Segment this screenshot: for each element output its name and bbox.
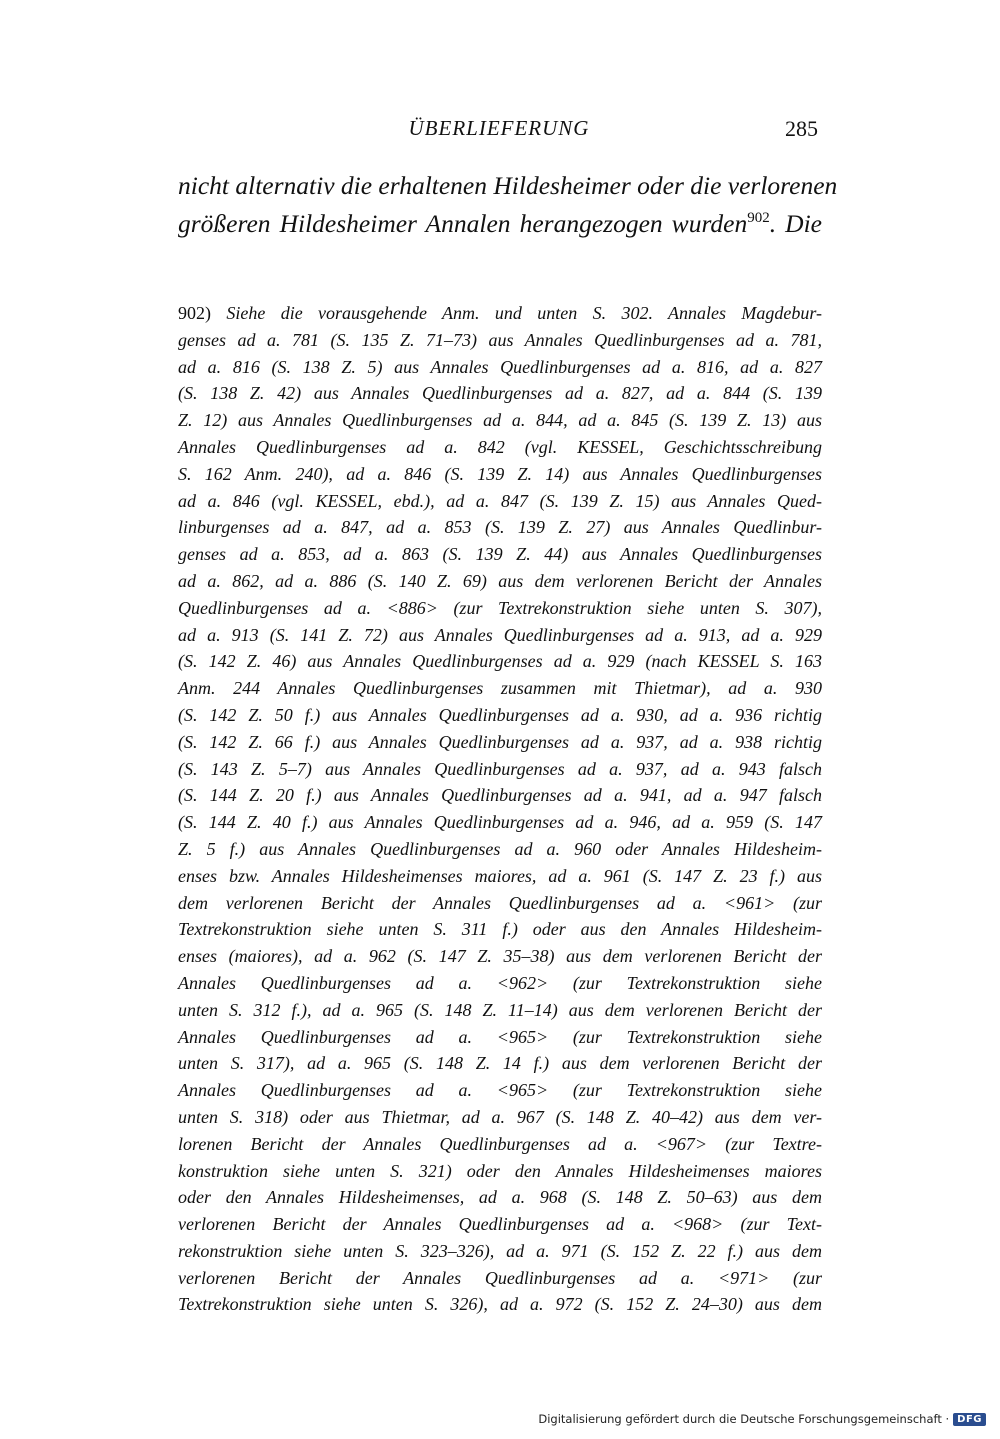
footnote-line: (S. 144 Z. 20 f.) aus Annales Quedlinburgenses ad a. 941, ad a. 947 falsch [178,785,822,806]
footnote-line: unten S. 317), ad a. 965 (S. 148 Z. 14 f.) aus dem verlorenen Bericht der [178,1053,822,1074]
footnote-line: genses ad a. 781 (S. 135 Z. 71–73) aus Annales Quedlinburgenses ad a. 781, [178,329,822,350]
footnote-line: (S. 142 Z. 66 f.) aus Annales Quedlinburgenses ad a. 937, ad a. 938 richtig [178,731,822,752]
footnote-line: unten S. 312 f.), ad a. 965 (S. 148 Z. 11–14) aus dem verlorenen Bericht der [178,999,822,1020]
footnote-line: Textrekonstruktion siehe unten S. 326), ad a. 972 (S. 152 Z. 24–30) aus dem [178,1294,822,1315]
footnote-line: enses bzw. Annales Hildesheimenses maiores, ad a. 961 (S. 147 Z. 23 f.) aus [178,865,822,886]
footnote-line: (S. 142 Z. 46) aus Annales Quedlinburgenses ad a. 929 (nach KESSEL S. 163 [178,651,822,672]
footnote-line: lorenen Bericht der Annales Quedlinburgenses ad a. <967> (zur Textre- [178,1133,822,1154]
footnote-line: Annales Quedlinburgenses ad a. <962> (zur Textrekonstruktion siehe [178,972,822,993]
footnote-line: S. 162 Anm. 240), ad a. 846 (S. 139 Z. 14) aus Annales Quedlinburgenses [178,463,822,484]
body-line [178,202,822,238]
footnote-line: Anm. 244 Annales Quedlinburgenses zusammen mit Thietmar), ad a. 930 [178,678,822,699]
footnote-line: unten S. 318) oder aus Thietmar, ad a. 967 (S. 148 Z. 40–42) aus dem ver- [178,1106,822,1127]
body-text [178,170,838,238]
footnote-line: Annales Quedlinburgenses ad a. 842 (vgl. KESSEL, Geschichtsschreibung [178,436,822,457]
footnote-line [178,300,822,327]
footnote-line: verlorenen Bericht der Annales Quedlinburgenses ad a. <971> (zur [178,1267,822,1288]
footnote-line-text: Siehe die vorausgehende Anm. und unten S. 302. Annales Magdebur- [211,303,822,323]
funding-credit [538,1410,986,1428]
footnote-line: enses (maiores), ad a. 962 (S. 147 Z. 35–38) aus dem verlorenen Bericht der [178,946,822,967]
footnote-line: linburgenses ad a. 847, ad a. 853 (S. 139 Z. 27) aus Annales Quedlinbur- [178,517,822,538]
footnote [178,300,822,1318]
running-title: ÜBERLIEFERUNG [408,116,590,140]
footnote-line: dem verlorenen Bericht der Annales Quedlinburgenses ad a. <961> (zur [178,892,822,913]
running-head [178,116,820,146]
footnote-line: Annales Quedlinburgenses ad a. <965> (zur Textrekonstruktion siehe [178,1080,822,1101]
footnote-line: Z. 12) aus Annales Quedlinburgenses ad a. 844, ad a. 845 (S. 139 Z. 13) aus [178,410,822,431]
footnote-line: ad a. 846 (vgl. KESSEL, ebd.), ad a. 847 (S. 139 Z. 15) aus Annales Qued- [178,490,822,511]
body-line-text: größeren Hildesheimer Annalen herangezogen wurden [178,209,748,238]
footnote-line: (S. 143 Z. 5–7) aus Annales Quedlinburgenses ad a. 937, ad a. 943 falsch [178,758,822,779]
body-line-tail: . Die [769,209,822,238]
footnote-line: Quedlinburgenses ad a. <886> (zur Textrekonstruktion siehe unten S. 307), [178,597,822,618]
footnote-line: ad a. 816 (S. 138 Z. 5) aus Annales Quedlinburgenses ad a. 816, ad a. 827 [178,356,822,377]
footnote-line: verlorenen Bericht der Annales Quedlinburgenses ad a. <968> (zur Text- [178,1214,822,1235]
footnote-line: ad a. 862, ad a. 886 (S. 140 Z. 69) aus dem verlorenen Bericht der Annales [178,570,822,591]
footnote-line: ad a. 913 (S. 141 Z. 72) aus Annales Quedlinburgenses ad a. 913, ad a. 929 [178,624,822,645]
footnote-line: (S. 138 Z. 42) aus Annales Quedlinburgenses ad a. 827, ad a. 844 (S. 139 [178,383,822,404]
footnote-line: genses ad a. 853, ad a. 863 (S. 139 Z. 44) aus Annales Quedlinburgenses [178,544,822,565]
footnote-line: (S. 144 Z. 40 f.) aus Annales Quedlinburgenses ad a. 946, ad a. 959 (S. 147 [178,812,822,833]
footnote-reference[interactable]: 902 [747,210,770,226]
footnote-line: konstruktion siehe unten S. 321) oder den Annales Hildesheimenses maiores [178,1160,822,1181]
funding-credit-text: Digitalisierung gefördert durch die Deutsche Forschungsgemeinschaft · [538,1412,950,1426]
dfg-logo: DFG [953,1413,986,1426]
footnote-line: Textrekonstruktion siehe unten S. 311 f.) oder aus den Annales Hildesheim- [178,919,822,940]
footnote-line: rekonstruktion siehe unten S. 323–326), ad a. 971 (S. 152 Z. 22 f.) aus dem [178,1240,822,1261]
footnote-line: (S. 142 Z. 50 f.) aus Annales Quedlinburgenses ad a. 930, ad a. 936 richtig [178,704,822,725]
page-number: 285 [785,116,818,141]
footnote-line: Annales Quedlinburgenses ad a. <965> (zur Textrekonstruktion siehe [178,1026,822,1047]
body-line: nicht alternativ die erhaltenen Hildesheimer oder die verlorenen [178,171,838,200]
footnote-line: oder den Annales Hildesheimenses, ad a. 968 (S. 148 Z. 50–63) aus dem [178,1187,822,1208]
footnote-number: 902) [178,303,211,323]
footnote-line: Z. 5 f.) aus Annales Quedlinburgenses ad a. 960 oder Annales Hildesheim- [178,838,822,859]
